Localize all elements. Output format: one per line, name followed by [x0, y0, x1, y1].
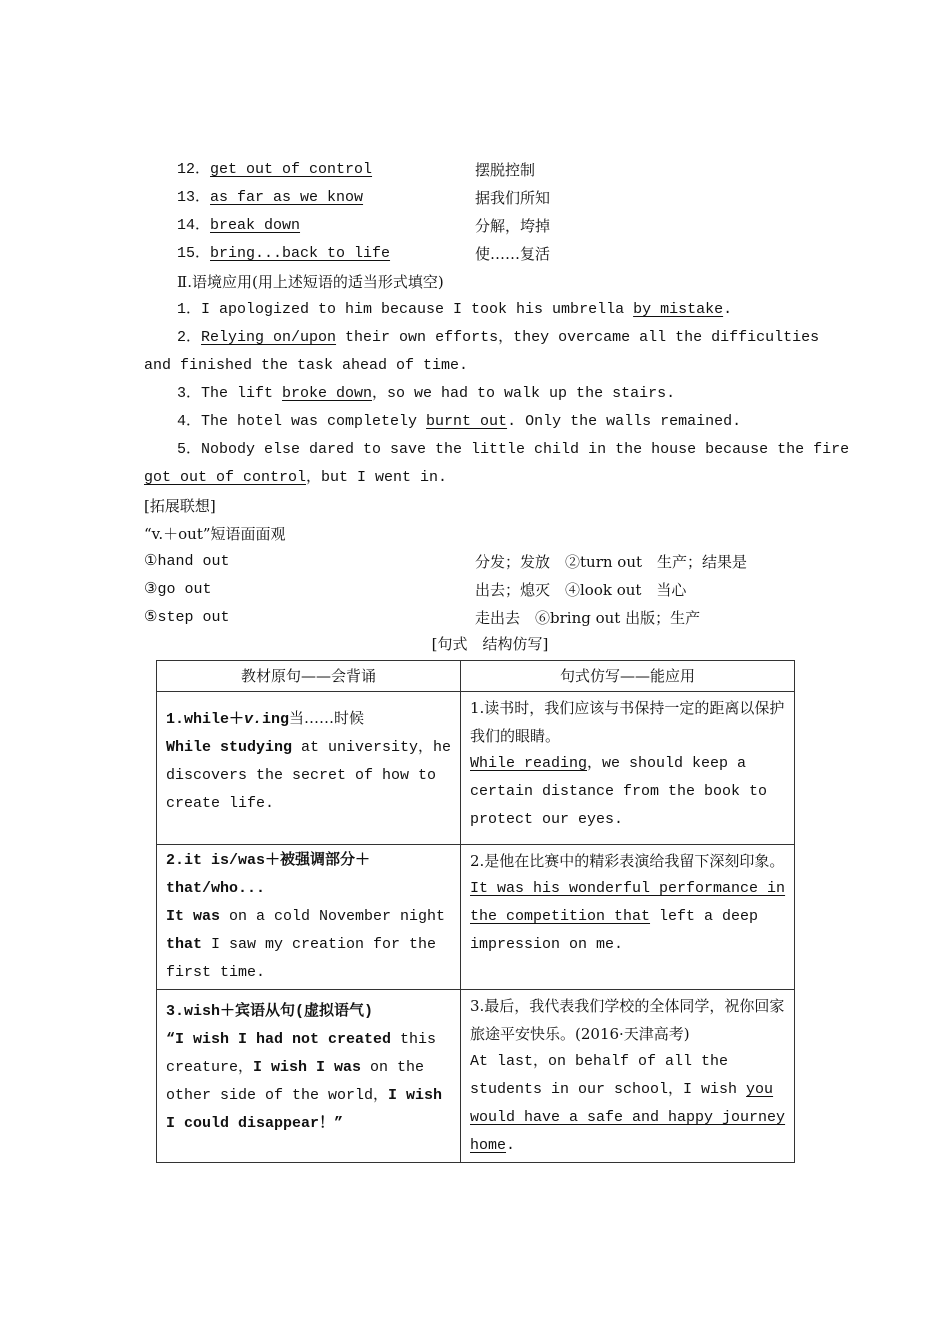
exercise-5: 5．Nobody else dared to save the little child in the house because the fire: [177, 441, 850, 458]
phrase-english: break down: [210, 217, 301, 234]
answer-blank: While reading: [470, 755, 588, 772]
phrase-number: 15．: [177, 245, 211, 262]
phrase-number: 13．: [177, 189, 211, 206]
table-header-row: [157, 661, 795, 692]
table-row: [157, 845, 795, 990]
answer-blank: got out of control: [144, 469, 307, 486]
exercise-2-continuation: and finished the task ahead of time.: [144, 357, 469, 374]
exercise-1: 1．I apologized to him because I took his umbrella by mistake.: [177, 301, 733, 318]
extend-right: 出去；熄灭 ④look out 当心: [475, 581, 687, 599]
answer-blank: you would have a safe and happy journey home: [470, 1081, 786, 1154]
column-header: 教材原句——会背诵: [157, 661, 461, 692]
answer-blank: It was his wonderful performance in the competition that: [470, 880, 786, 925]
exercise-4: 4．The hotel was completely burnt out. Only the walls remained.: [177, 413, 742, 430]
exercise-5-continuation: got out of control，but I went in.: [144, 469, 448, 486]
phrase-item: [177, 160, 372, 180]
sentence-pattern-table: [156, 660, 795, 1163]
phrase-item: [177, 244, 390, 264]
extend-left: ①hand out: [144, 553, 230, 570]
answer-blank: Relying on/upon: [201, 329, 337, 346]
extend-title: [拓展联想]: [144, 497, 216, 515]
section-header: [句式 结构仿写]: [431, 635, 549, 653]
phrase-item: [177, 188, 363, 208]
original-sentence-cell: 1.while＋v.ing当……时候 While studying at university，he discovers the secret of how to create life.: [157, 692, 461, 845]
phrase-chinese: 分解，垮掉: [475, 217, 551, 235]
phrase-item: [177, 216, 300, 236]
phrase-english: get out of control: [210, 161, 373, 178]
answer-blank: by mistake: [633, 301, 724, 318]
section-title: Ⅱ.语境应用(用上述短语的适当形式填空): [177, 273, 444, 291]
original-sentence-cell: 2.it is/was＋被强调部分＋that/who... It was on a cold November night that I saw my creation for the first time.: [157, 845, 461, 990]
phrase-english: as far as we know: [210, 189, 364, 206]
phrase-chinese: 据我们所知: [475, 189, 551, 207]
extend-left: ③go out: [144, 581, 212, 598]
original-sentence-cell: 3.wish＋宾语从句(虚拟语气) “I wish I had not created this creature，I wish I was on the other side of the world，I wish I could disappear！”: [157, 990, 461, 1163]
phrase-chinese: 使……复活: [475, 245, 551, 263]
imitation-cell: 3.最后，我代表我们学校的全体同学，祝你回家旅途平安快乐。(2016·天津高考) At last，on behalf of all the students in our school，I wish you would have a safe and happy journey home.: [461, 990, 795, 1163]
extend-left: ⑤step out: [144, 609, 230, 626]
imitation-cell: 2.是他在比赛中的精彩表演给我留下深刻印象。 It was his wonderful performance in the competition that left a deep impression on me.: [461, 845, 795, 990]
exercise-3: 3．The lift broke down，so we had to walk up the stairs.: [177, 385, 676, 402]
answer-blank: burnt out: [426, 413, 508, 430]
phrase-number: 12．: [177, 161, 211, 178]
phrase-english: bring...back to life: [210, 245, 391, 262]
extend-right: 走出去 ⑥bring out 出版；生产: [475, 609, 701, 627]
phrase-chinese: 摆脱控制: [475, 161, 536, 179]
extend-right: 分发；发放 ②turn out 生产；结果是: [475, 553, 748, 571]
column-header: 句式仿写——能应用: [461, 661, 795, 692]
imitation-cell: 1.读书时，我们应该与书保持一定的距离以保护我们的眼睛。 While reading，we should keep a certain distance from the book to protect our eyes.: [461, 692, 795, 845]
table-row: [157, 692, 795, 845]
extend-subtitle: “v.＋out”短语面面观: [144, 525, 286, 543]
exercise-2: 2．Relying on/upon their own efforts，they overcame all the difficulties: [177, 329, 820, 346]
table-row: [157, 990, 795, 1163]
answer-blank: broke down: [282, 385, 373, 402]
phrase-number: 14．: [177, 217, 211, 234]
